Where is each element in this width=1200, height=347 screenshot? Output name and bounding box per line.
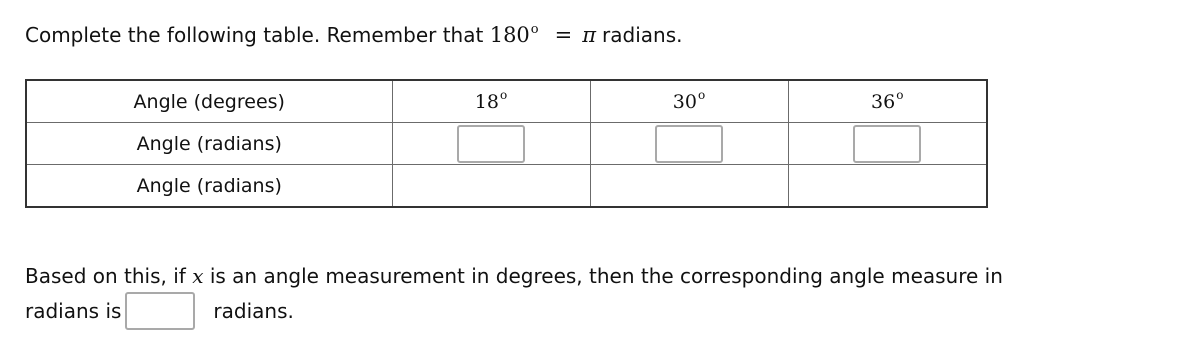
radian-input-cell-3 <box>788 123 987 165</box>
empty-cell-2 <box>590 165 788 208</box>
degrees-180 <box>490 23 539 47</box>
degree-cell-2 <box>590 80 788 123</box>
empty-cell-1 <box>392 165 590 208</box>
row-label-radians-2: Angle (radians) <box>26 165 392 208</box>
variable-x: x <box>192 264 204 288</box>
degree-value-1: 18 <box>474 90 499 113</box>
table-row-radians-input <box>26 123 987 165</box>
degree-value-3: 36 <box>871 90 896 113</box>
table-row-radians-empty <box>26 165 987 208</box>
conclusion-part1: Based on this, if <box>25 264 186 288</box>
conclusion-part3: radians is <box>25 299 122 323</box>
conclusion-part2: is an angle measurement in degrees, then the corresponding angle measure in <box>209 264 1003 288</box>
degree-symbol-1: o <box>499 87 508 102</box>
row-label-degrees: Angle (degrees) <box>26 80 392 123</box>
degree-symbol: o <box>530 22 539 37</box>
table-row-degrees <box>26 80 987 123</box>
radian-input-cell-1 <box>392 123 590 165</box>
equals-sign: = <box>554 23 573 47</box>
degree-symbol-2: o <box>697 87 706 102</box>
degree-cell-3 <box>788 80 987 123</box>
radian-answer-input-36[interactable] <box>853 125 921 163</box>
empty-cell-3 <box>788 165 987 208</box>
degrees-180-value: 180 <box>489 23 530 47</box>
radian-input-cell-2 <box>590 123 788 165</box>
degree-value-2: 30 <box>672 90 697 113</box>
degree-symbol-3: o <box>896 87 904 102</box>
radian-answer-input-18[interactable] <box>457 125 525 163</box>
formula-answer-input[interactable] <box>125 292 195 330</box>
row-label-radians-1: Angle (radians) <box>26 123 392 165</box>
degree-cell-1 <box>392 80 590 123</box>
conversion-table <box>25 79 988 208</box>
radian-answer-input-30[interactable] <box>655 125 723 163</box>
conclusion-text <box>25 259 1003 293</box>
instruction-prefix: Complete the following table. Remember that <box>25 23 484 47</box>
pi-symbol: π <box>582 23 597 47</box>
instruction-text <box>25 20 683 54</box>
instruction-suffix: radians. <box>602 23 683 47</box>
conclusion-part4: radians. <box>213 299 294 323</box>
conclusion-answer-line <box>25 292 294 330</box>
